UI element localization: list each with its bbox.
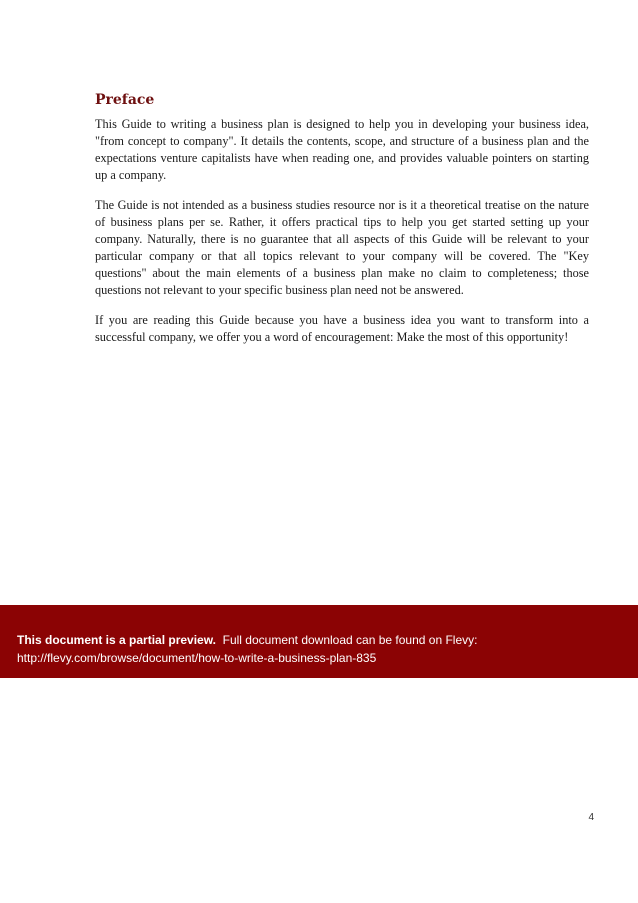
preface-paragraph-3: If you are reading this Guide because you have a business idea you want to transform into a successful company, we offer you a word of encouragement: Make the most of this opportunity! bbox=[95, 313, 589, 344]
preview-banner-bold-text: This document is a partial preview. bbox=[17, 633, 216, 647]
preface-paragraph-1: This Guide to writing a business plan is designed to help you in developing your business idea, "from concept to company". It details the contents, scope, and structure of a business plan and the expectations venture capitalists have when reading one, and provides valuable pointers on starting up a company. bbox=[95, 117, 589, 182]
preface-section bbox=[95, 90, 589, 359]
preview-banner-message bbox=[17, 631, 638, 649]
preview-banner bbox=[0, 605, 638, 678]
section-heading: Preface bbox=[95, 92, 155, 108]
preface-paragraph-2: The Guide is not intended as a business studies resource nor is it a theoretical treatise on the nature of business plans per se. Rather, it offers practical tips to help you get started setting up your company. Naturally, there is no guarantee that all aspects of this Guide will be relevant to your particular company or that all topics relevant to your company will be covered. The "Key questions" about the main elements of a business plan make no claim to completeness; those questions not relevant to your specific business plan need not be answered. bbox=[95, 198, 589, 297]
preview-banner-link-row bbox=[17, 649, 638, 667]
download-link[interactable]: http://flevy.com/browse/document/how-to-write-a-business-plan-835 bbox=[17, 651, 377, 665]
preview-banner-text: Full document download can be found on Flevy: bbox=[222, 633, 478, 647]
page-number: 4 bbox=[588, 812, 594, 823]
